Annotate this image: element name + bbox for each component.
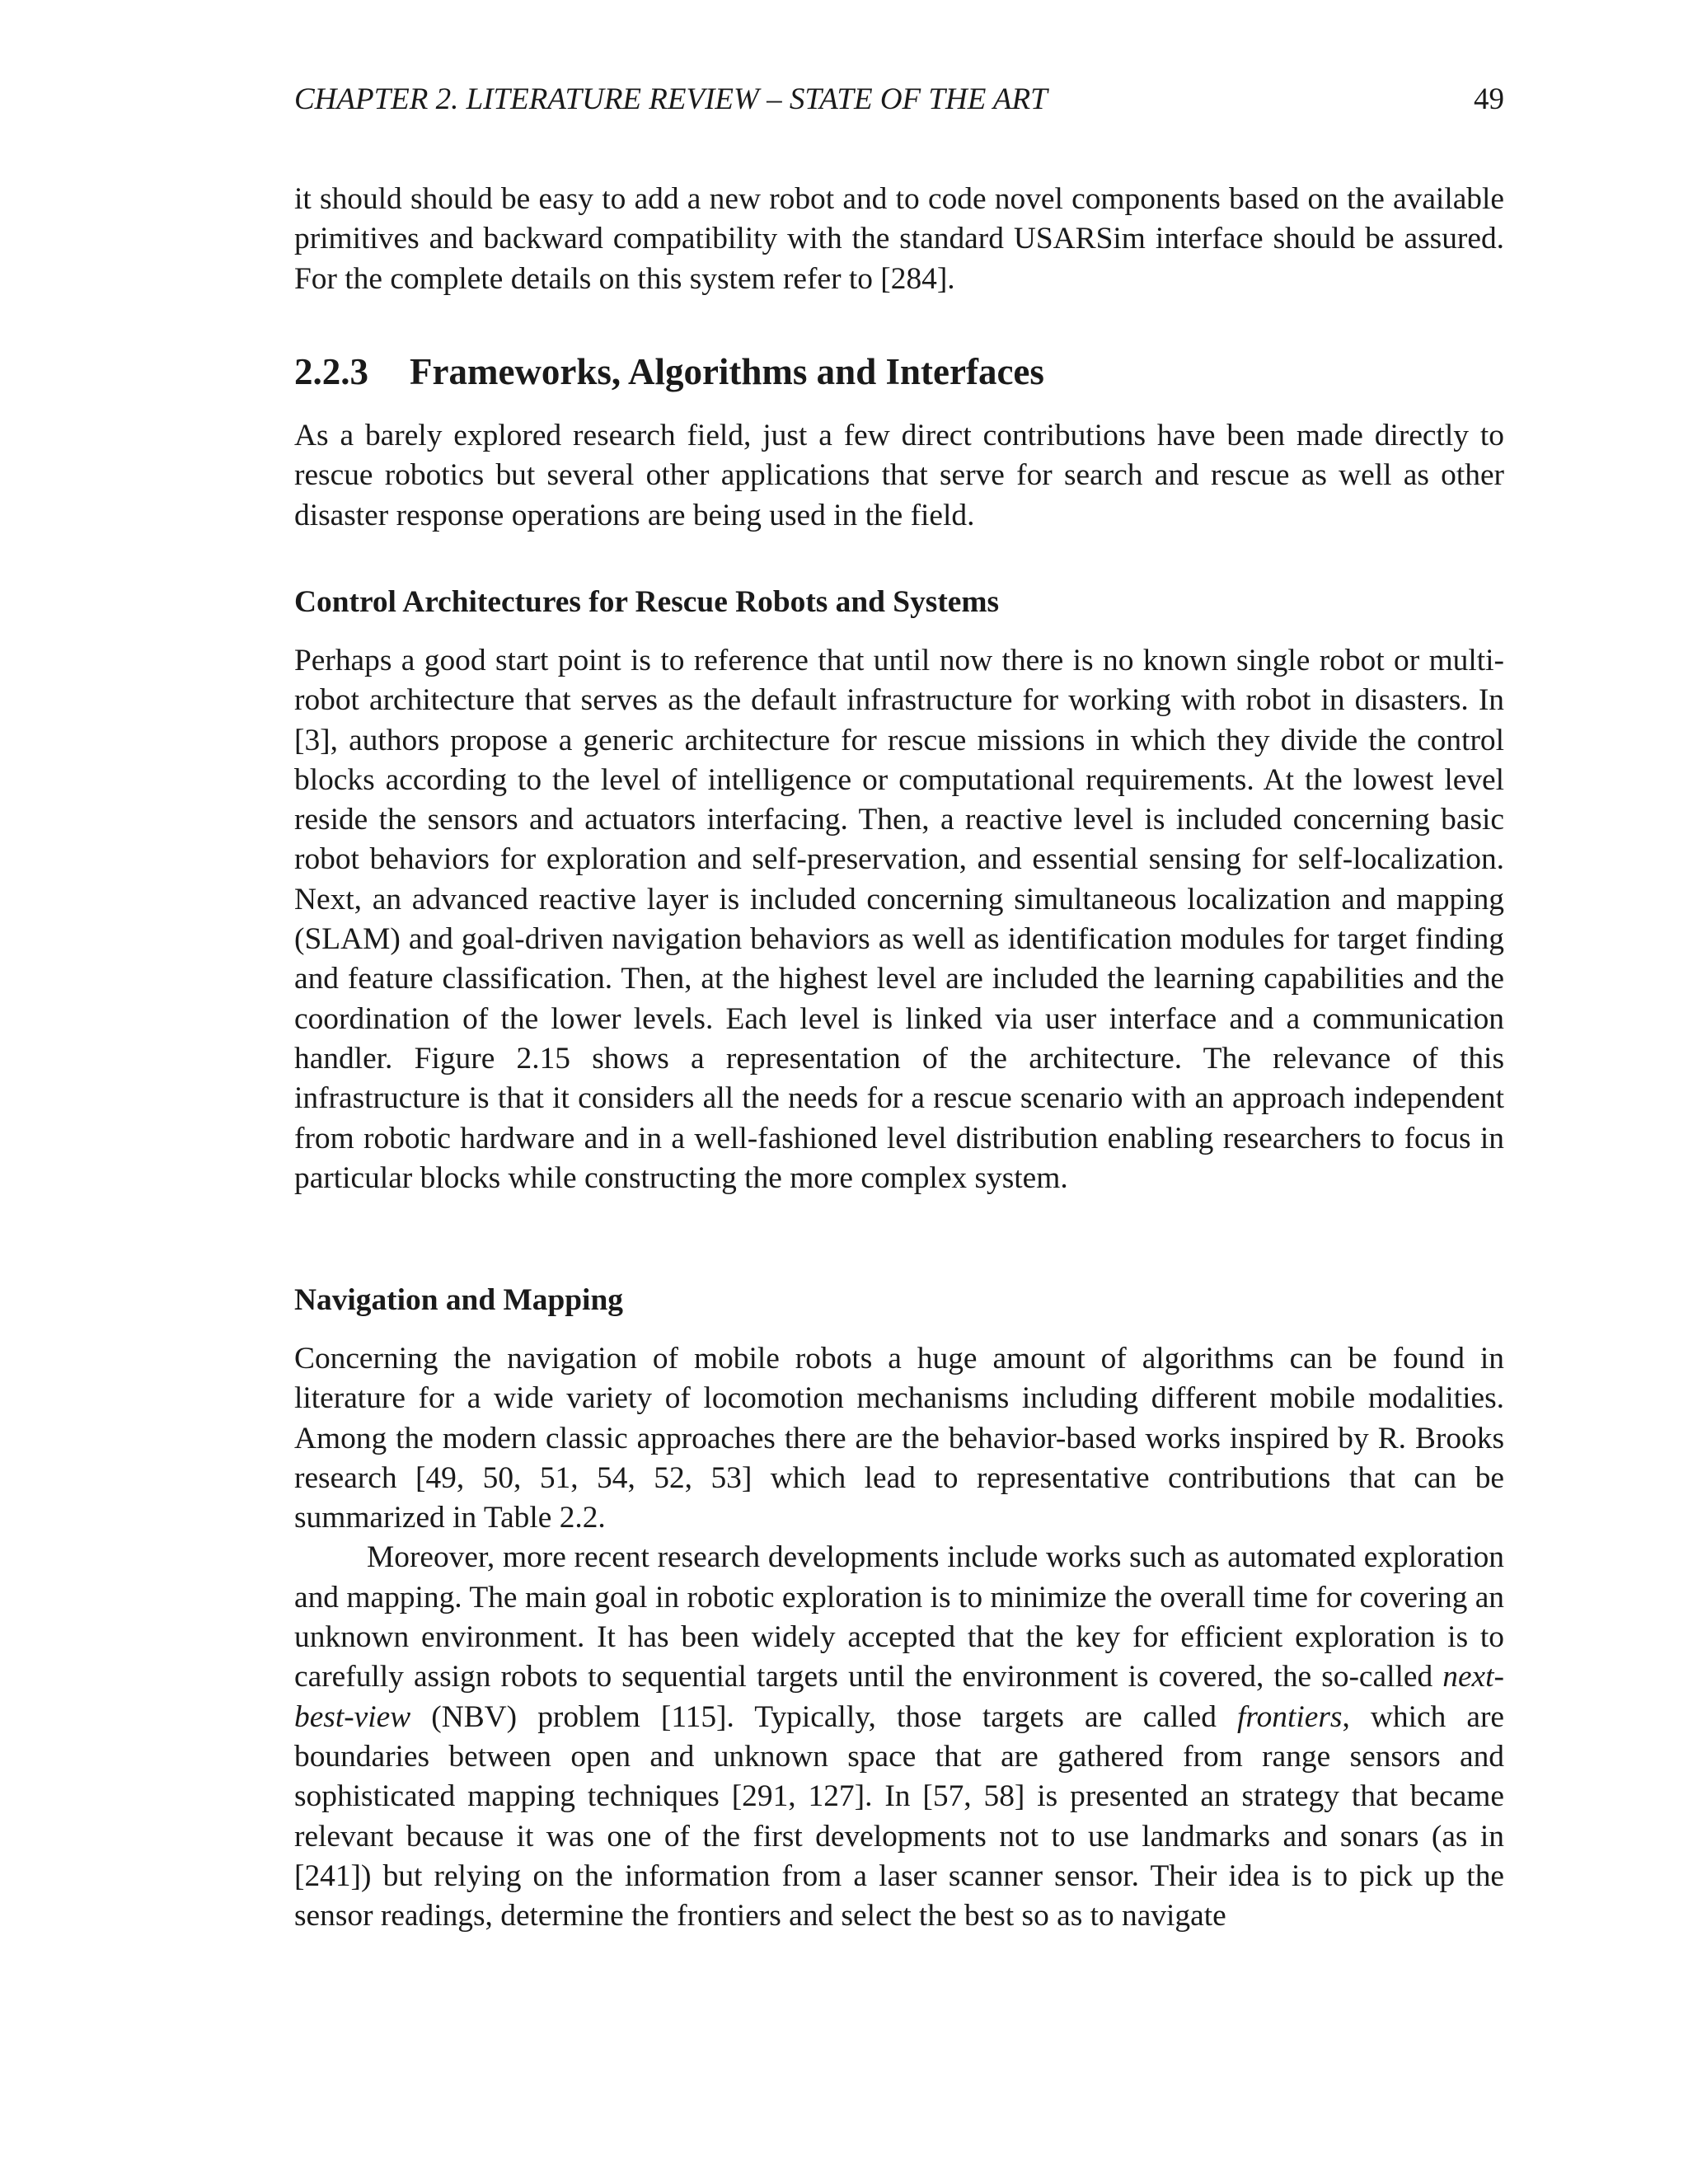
nav-p2-term-frontiers: frontiers bbox=[1237, 1699, 1343, 1734]
page-number: 49 bbox=[1474, 82, 1504, 116]
section-heading bbox=[294, 347, 1044, 396]
chapter-title: CHAPTER 2. LITERATURE REVIEW – STATE OF THE ART bbox=[294, 82, 1048, 116]
navigation-paragraph-1: Concerning the navigation of mobile robots a huge amount of algorithms can be found in literature for a wide variety of locomotion mechanisms including different mobile modalities. Among the modern classic approaches there are the behavior-based works inspired by R. Brooks research [49, 50, 51, 54, 52, 53] which lead to representative contributions that can be summarized in Table 2.2. bbox=[294, 1342, 1504, 1535]
subsection-heading-navigation: Navigation and Mapping bbox=[294, 1283, 623, 1317]
control-paragraph: Perhaps a good start point is to reference that until now there is no known single robot or multi-robot architecture that serves as the default infrastructure for working with robot in disasters. In [3], authors propose a generic architecture for rescue missions in which they divide the control blocks according to the level of intelligence or computational requirements. At the lowest level reside the sensors and actuators interfacing. Then, a reactive level is included concerning basic robot behaviors for exploration and self-preservation, and essential sensing for self-localization. Next, an advanced reactive layer is included concerning simultaneous localization and mapping (SLAM) and goal-driven navigation behaviors as well as identification modules for target finding and feature classification. Then, at the highest level are included the learning capabilities and the coordination of the lower levels. Each level is linked via user interface and a communication handler. Figure 2.15 shows a representation of the architecture. The relevance of this infrastructure is that it considers all the needs for a rescue scenario with an approach independent from robotic hardware and in a well-fashioned level distribution enabling researchers to focus in particular blocks while constructing the more complex system. bbox=[294, 644, 1504, 1195]
intro-paragraph: it should should be easy to add a new robot and to code novel components based on the available primitives and backward compatibility with the standard USARSim interface should be assured. For the complete details on this system refer to [284]. bbox=[294, 182, 1504, 296]
section-intro-paragraph: As a barely explored research field, just a few direct contributions have been made directly to rescue robotics but several other applications that serve for search and rescue as well as other disaster response operations are being used in the field. bbox=[294, 419, 1504, 532]
nav-p2-part-c: , which are boundaries between open and unknown space that are gathered from range sensors and sophisticated mapping techniques [291, 127]. In [57, 58] is presented an strategy that became relevant because it was one of the first developments not to use landmarks and sonars (as in [241]) but relying on the information from a laser scanner sensor. Their idea is to pick up the sensor readings, determine the frontiers and select the best so as to navigate bbox=[294, 1699, 1504, 1933]
nav-p2-part-a: Moreover, more recent research developments include works such as automated exploration and mapping. The main goal in robotic exploration is to minimize the overall time for covering an unknown environment. It has been widely accepted that the key for efficient exploration is to carefully assign robots to sequential targets until the environment is covered, the so-called bbox=[294, 1540, 1504, 1694]
running-header bbox=[294, 79, 1504, 120]
nav-p2-term-nbv: next-best-view bbox=[294, 1660, 1504, 1734]
navigation-block bbox=[294, 1339, 1504, 1936]
control-block bbox=[294, 641, 1504, 1198]
section-intro-block bbox=[294, 416, 1504, 536]
nav-p2-part-b: (NBV) problem [115]. Typically, those targets are called bbox=[410, 1699, 1238, 1734]
intro-block bbox=[294, 180, 1504, 299]
section-number: 2.2.3 bbox=[294, 351, 368, 392]
section-title: Frameworks, Algorithms and Interfaces bbox=[410, 351, 1044, 392]
subsection-heading-control: Control Architectures for Rescue Robots and Systems bbox=[294, 585, 1000, 619]
navigation-paragraph-2 bbox=[294, 1538, 1504, 1936]
